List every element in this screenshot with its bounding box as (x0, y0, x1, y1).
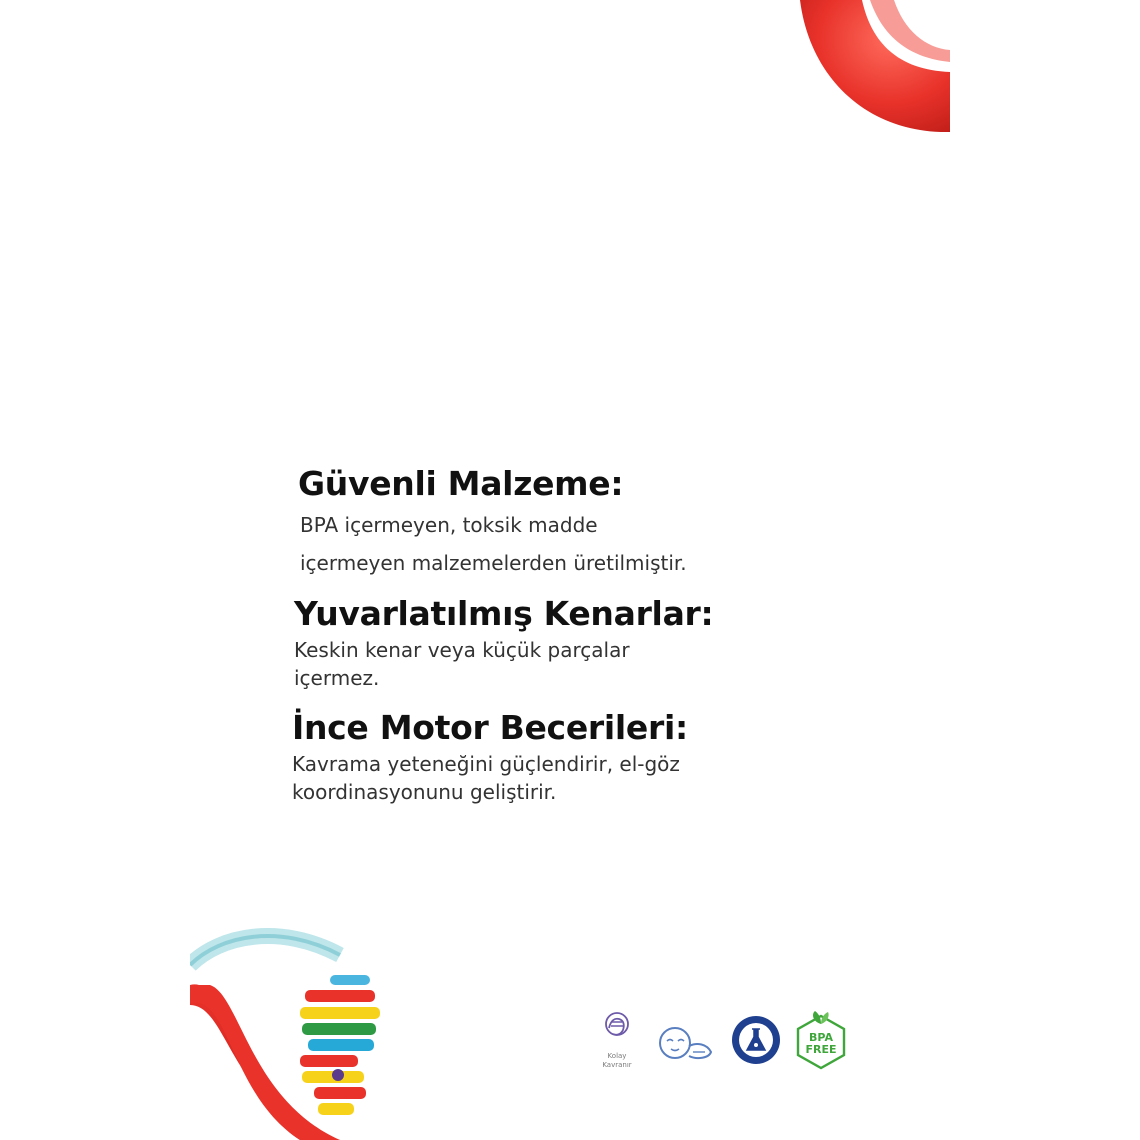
hand-grip-icon (595, 1010, 639, 1050)
easy-grip-badge (595, 1010, 639, 1069)
rattle-toy-decoration (190, 925, 420, 1140)
feature-description-line: içermez. (294, 666, 380, 690)
easy-grip-label-line: Kolay (607, 1052, 627, 1060)
feature-title: İnce Motor Becerileri: (292, 708, 688, 747)
feature-description-line: BPA içermeyen, toksik madde (300, 513, 598, 537)
product-info-panel (190, 0, 950, 1140)
feature-description-line: Keskin kenar veya küçük parçalar (294, 638, 630, 662)
bpa-free-badge (793, 1010, 849, 1072)
bpa-free-text (793, 1032, 849, 1056)
red-ring-toy-decoration (800, 0, 950, 135)
bpa-free-text-line: BPA (809, 1031, 833, 1044)
certification-badges (595, 1010, 855, 1085)
lab-flask-icon (730, 1014, 782, 1066)
easy-grip-label-line: Kavranır (602, 1061, 632, 1069)
baby-safe-badge (653, 1024, 715, 1064)
feature-description-line: Kavrama yeteneğini güçlendirir, el-göz (292, 752, 680, 776)
easy-grip-label (595, 1052, 639, 1070)
feature-rounded-edges (294, 592, 818, 692)
feature-description-line: koordinasyonunu geliştirir. (292, 780, 557, 804)
feature-fine-motor-skills (292, 706, 818, 806)
feature-safe-material (298, 462, 818, 582)
feature-description-line: içermeyen malzemelerden üretilmiştir. (300, 551, 687, 575)
feature-title: Güvenli Malzeme: (298, 464, 624, 503)
feature-list (292, 462, 818, 806)
sleeping-baby-icon (653, 1024, 715, 1064)
feature-title: Yuvarlatılmış Kenarlar: (294, 594, 714, 633)
bpa-free-text-line: FREE (805, 1043, 837, 1056)
lab-tested-badge (730, 1014, 782, 1066)
